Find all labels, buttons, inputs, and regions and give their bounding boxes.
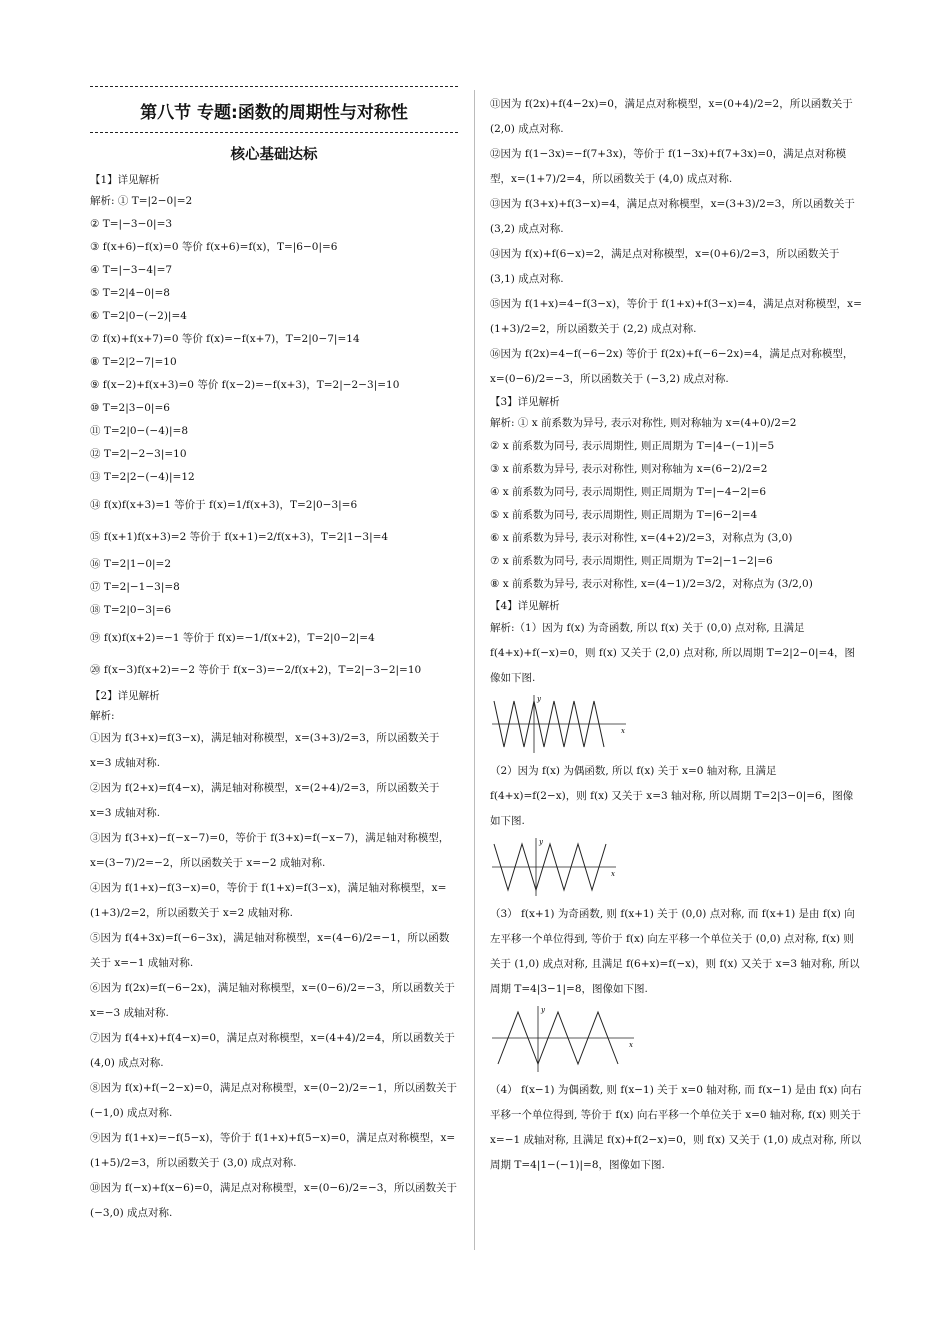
right-solution-lines	[490, 92, 862, 691]
right-line: 解析: ① x 前系数为异号, 表示对称性, 则对称轴为 x=(4+0)/2=2	[490, 417, 797, 429]
para-2: （2）因为 f(x) 为偶函数, 所以 f(x) 关于 x=0 轴对称, 且满足 f(4+x)=f(2−x)，则 f(x) 又关于 x=3 轴对称, 所以周期 T=2|3−0|=6，图像如下图.	[490, 765, 854, 827]
left-line: ⑫ T=2|−2−3|=10	[90, 448, 187, 460]
right-line: ② x 前系数为同号, 表示周期性, 则正周期为 T=|4−(−1)|=5	[490, 440, 775, 452]
left-line: ⑥因为 f(2x)=f(−6−2x)，满足轴对称模型，x=(0−6)/2=−3，所以函数关于 x=−3 成轴对称.	[90, 982, 455, 1019]
right-line: ⑧ x 前系数为异号, 表示对称性, x=(4−1)/2=3/2，对称点为 (3/2,0)	[490, 578, 813, 590]
left-line: ⑪ T=2|0−(−4)|=8	[90, 425, 189, 437]
left-line: ⑧因为 f(x)+f(−2−x)=0，满足点对称模型，x=(0−2)/2=−1，所以函数关于 (−1,0) 成点对称.	[90, 1082, 457, 1119]
left-line: ⑤ T=2|4−0|=8	[90, 287, 170, 299]
left-line: ⑯ T=2|1−0|=2	[90, 558, 172, 570]
left-line: ⑮ f(x+1)f(x+3)=2 等价于 f(x+1)=2/f(x+3)，T=2|1−3|=4	[90, 531, 389, 543]
right-line: 解析:（1）因为 f(x) 为奇函数, 所以 f(x) 关于 (0,0) 点对称, 且满足 f(4+x)+f(−x)=0，则 f(x) 又关于 (2,0) 点对称, 所以周期 T=2|2−0|=4，图像如下图.	[490, 622, 856, 684]
left-line: 【1】详见解析	[90, 174, 160, 186]
left-line: ⑬ T=2|2−(−4)|=12	[90, 471, 195, 483]
para-4: （4） f(x−1) 为偶函数, 则 f(x−1) 关于 x=0 轴对称, 而 f(x−1) 是由 f(x) 向右平移一个单位得到, 等价于 f(x) 向右平移一个单位关于 x=0 轴对称, f(x) 则关于 x=−1 成轴对称, 且满足 f(x)+f(2−x)=0，则 f(x) 又关于 (1,0) 成点对称, 所以周期 T=4|1−(−1)|=8，图像如下图.	[490, 1084, 862, 1171]
left-line: ⑦ f(x)+f(x+7)=0 等价 f(x)=−f(x+7)，T=2|0−7|=14	[90, 333, 360, 345]
left-line: ⑳ f(x−3)f(x+2)=−2 等价于 f(x−3)=−2/f(x+2)，T=2|−3−2|=10	[90, 664, 422, 676]
left-line: ②因为 f(2+x)=f(4−x)，满足轴对称模型，x=(2+4)/2=3，所以函数关于 x=3 成轴对称.	[90, 782, 440, 819]
right-column	[490, 92, 862, 1178]
left-line: ⑰ T=2|−1−3|=8	[90, 581, 180, 593]
left-line: ⑨ f(x−2)+f(x+3)=0 等价 f(x−2)=−f(x+3)，T=2|−2−3|=10	[90, 379, 400, 391]
graph-1-odd-period-4	[490, 693, 630, 755]
right-line: 【4】详见解析	[490, 600, 560, 612]
section-subtitle: 核心基础达标	[230, 147, 318, 163]
right-line: 【3】详见解析	[490, 396, 560, 408]
right-line: ⑭因为 f(x)+f(6−x)=2，满足点对称模型，x=(0+6)/2=3，所以函数关于 (3,1) 成点对称.	[490, 248, 840, 285]
left-line: ⑭ f(x)f(x+3)=1 等价于 f(x)=1/f(x+3)，T=2|0−3|=6	[90, 499, 358, 511]
graph-3-x-label: x	[629, 1041, 633, 1049]
graph-2-even-period-6	[490, 836, 620, 898]
graph-1-y-label: y	[537, 695, 541, 703]
right-line: ⑬因为 f(3+x)+f(3−x)=4，满足点对称模型，x=(3+3)/2=3，所以函数关于 (3,2) 成点对称.	[490, 198, 855, 235]
right-line: ⑤ x 前系数为同号, 表示周期性, 则正周期为 T=|6−2|=4	[490, 509, 758, 521]
right-line: ④ x 前系数为同号, 表示周期性, 则正周期为 T=|−4−2|=6	[490, 486, 767, 498]
graph-2-y-label: y	[539, 838, 543, 846]
right-line: ③ x 前系数为异号, 表示对称性, 则对称轴为 x=(6−2)/2=2	[490, 463, 768, 475]
right-line: ⑮因为 f(1+x)=4−f(3−x)，等价于 f(1+x)+f(3−x)=4，满足点对称模型，x=(1+3)/2=2，所以函数关于 (2,2) 成点对称.	[490, 298, 862, 335]
left-line: ③ f(x+6)−f(x)=0 等价 f(x+6)=f(x)，T=|6−0|=6	[90, 241, 338, 253]
right-line: ⑥ x 前系数为异号, 表示对称性, x=(4+2)/2=3，对称点为 (3,0)	[490, 532, 793, 544]
para-3: （3） f(x+1) 为奇函数, 则 f(x+1) 关于 (0,0) 点对称, 而 f(x+1) 是由 f(x) 向左平移一个单位得到, 等价于 f(x) 向左平移一个单位关于 (0,0) 点对称, f(x) 则关于 (1,0) 成点对称, 且满足 f(6+x)=f(−x)，则 f(x) 又关于 x=3 轴对称, 所以周期 T=4|3−1|=8，图像如下图.	[490, 908, 860, 995]
left-line: ② T=|−3−0|=3	[90, 218, 173, 230]
left-line: ⑤因为 f(4+3x)=f(−6−3x)，满足轴对称模型，x=(4−6)/2=−1，所以函数关于 x=−1 成轴对称.	[90, 932, 450, 969]
graph-3-period-8	[490, 1004, 638, 1074]
left-line: ⑩因为 f(−x)+f(x−6)=0，满足点对称模型，x=(0−6)/2=−3，所以函数关于 (−3,0) 成点对称.	[90, 1182, 457, 1219]
graph-3-y-label: y	[541, 1006, 545, 1014]
left-line: ⑩ T=2|3−0|=6	[90, 402, 170, 414]
column-divider	[474, 90, 475, 1250]
right-line: ⑪因为 f(2x)+f(4−2x)=0，满足点对称模型，x=(0+4)/2=2，所以函数关于 (2,0) 成点对称.	[490, 98, 853, 135]
page-title: 第八节 专题:函数的周期性与对称性	[140, 103, 408, 123]
left-column	[90, 86, 458, 1226]
right-line: ⑦ x 前系数为同号, 表示周期性, 则正周期为 T=2|−1−2|=6	[490, 555, 773, 567]
right-line: ⑯因为 f(2x)=4−f(−6−2x) 等价于 f(2x)+f(−6−2x)=4，满足点对称模型，x=(0−6)/2=−3，所以函数关于 (−3,2) 成点对称.	[490, 348, 854, 385]
left-line: ⑦因为 f(4+x)+f(4−x)=0，满足点对称模型，x=(4+4)/2=4，所以函数关于 (4,0) 成点对称.	[90, 1032, 455, 1069]
left-line: ④ T=|−3−4|=7	[90, 264, 173, 276]
left-line: ①因为 f(3+x)=f(3−x)，满足轴对称模型，x=(3+3)/2=3，所以函数关于 x=3 成轴对称.	[90, 732, 440, 769]
left-line: 解析: ① T=|2−0|=2	[90, 195, 193, 207]
title-rule-bottom	[90, 132, 458, 133]
left-line: ⑱ T=2|0−3|=6	[90, 604, 172, 616]
left-line: ④因为 f(1+x)−f(3−x)=0，等价于 f(1+x)=f(3−x)，满足轴对称模型，x=(1+3)/2=2，所以函数关于 x=2 成轴对称.	[90, 882, 447, 919]
left-line: ⑨因为 f(1+x)=−f(5−x)，等价于 f(1+x)+f(5−x)=0，满足点对称模型，x=(1+5)/2=3，所以函数关于 (3,0) 成点对称.	[90, 1132, 456, 1169]
left-line: 【2】详见解析	[90, 690, 160, 702]
left-solution-lines	[90, 170, 458, 1226]
left-line: ⑧ T=2|2−7|=10	[90, 356, 177, 368]
graph-2-x-label: x	[611, 870, 615, 878]
left-line: 解析:	[90, 710, 115, 722]
left-line: ⑥ T=2|0−(−2)|=4	[90, 310, 187, 322]
graph-1-x-label: x	[621, 727, 625, 735]
left-line: ③因为 f(3+x)−f(−x−7)=0，等价于 f(3+x)=f(−x−7)，满足轴对称模型，x=(3−7)/2=−2，所以函数关于 x=−2 成轴对称.	[90, 832, 450, 869]
right-line: ⑫因为 f(1−3x)=−f(7+3x)，等价于 f(1−3x)+f(7+3x)=0，满足点对称模型，x=(1+7)/2=4，所以函数关于 (4,0) 成点对称.	[490, 148, 847, 185]
left-line: ⑲ f(x)f(x+2)=−1 等价于 f(x)=−1/f(x+2)，T=2|0−2|=4	[90, 632, 375, 644]
